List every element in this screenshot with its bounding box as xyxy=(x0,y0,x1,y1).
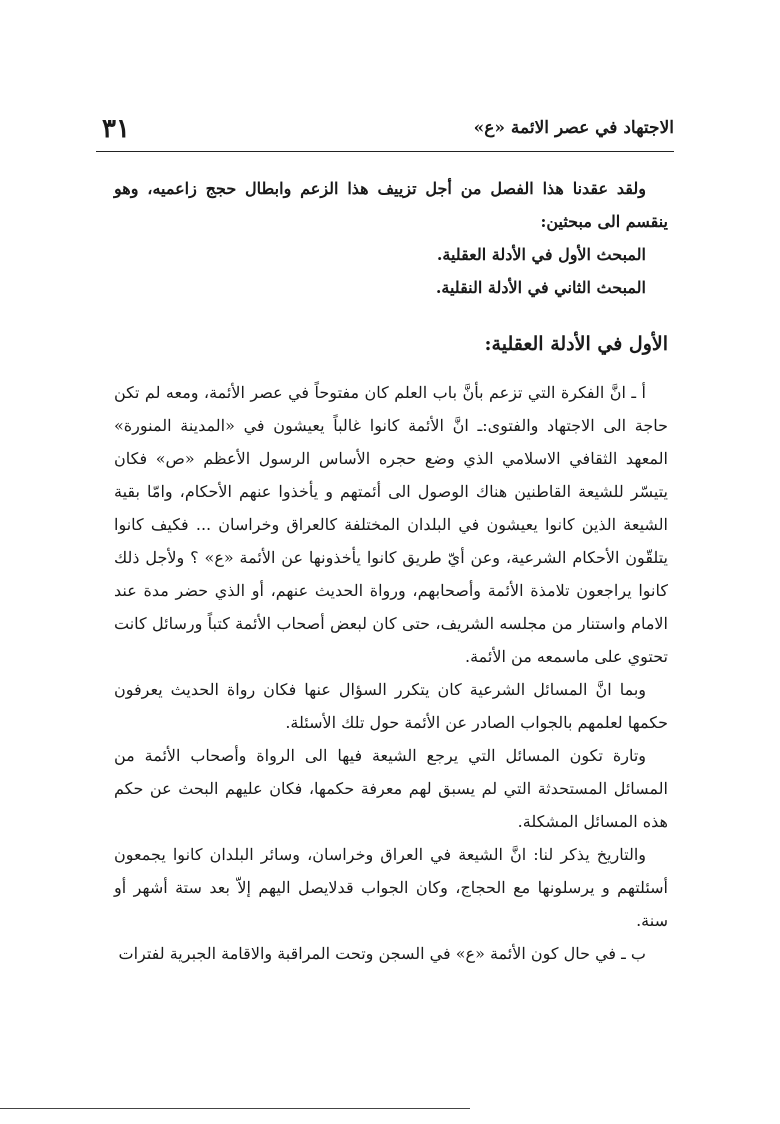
paragraph-a: أ ـ انَّ الفكرة التي تزعم بأنَّ باب العلم كان مفتوحاً في عصر الأئمة، ومعه لم تكن حاجة الى الاجتهاد والفتوى:ـ انَّ الأئمة كانوا غالباً يعيشون في «المدينة المنورة» المعهد الثقافي الاسلامي الذي وضع حجره الأساس الرسول الأعظم «ص» فكان يتيسّر للشيعة القاطنين هناك الوصول الى أئمتهم و يأخذوا عنهم الأحكام، وامّا بقية الشيعة الذين كانوا يعيشون في البلدان المختلفة كالعراق وخراسان ... فكيف كانوا يتلقّون الأحكام الشرعية، وعن أيّ طريق كانوا يأخذونها عن الأئمة «ع» ؟ ولأجل ذلك كانوا يراجعون تلامذة الأئمة وأصحابهم، ورواة الحديث عنهم، أو الذي حضر مدة عند الامام واستنار من مجلسه الشريف، حتى كان لبعض أصحاب الأئمة كتباً ورسائل كانت تحتوي على ماسمعه من الأئمة. xyxy=(114,383,668,666)
running-title: الاجتهاد في عصر الائمة «ع» xyxy=(473,118,674,138)
intro-paragraph: ولقد عقدنا هذا الفصل من أجل تزييف هذا الزعم وابطال حجج زاعميه، وهو ينقسم الى مبحثين: xyxy=(114,179,668,231)
page-number: ٣١ xyxy=(102,114,130,144)
running-header xyxy=(96,112,674,152)
outline-item-1: المبحث الأول في الأدلة العقلية. xyxy=(436,245,646,264)
header-rule xyxy=(96,151,674,152)
bottom-rule xyxy=(0,1108,470,1109)
paragraph-2: وبما انَّ المسائل الشرعية كان يتكرر السؤال عنها فكان رواة الحديث يعرفون حكمها لعلمهم بالجواب الصادر عن الأئمة حول تلك الأسئلة. xyxy=(114,680,668,732)
paragraph-b: ب ـ في حال كون الأئمة «ع» في السجن وتحت المراقبة والاقامة الجبرية لفترات xyxy=(118,944,646,963)
section-heading: الأول في الأدلة العقلية: xyxy=(484,333,668,355)
outline-item-2: المبحث الثاني في الأدلة النقلية. xyxy=(435,278,646,297)
body-text xyxy=(114,172,668,970)
paragraph-3: وتارة تكون المسائل التي يرجع الشيعة فيها الى الرواة وأصحاب الأئمة من المسائل المستحدثة التي لم يسبق لهم معرفة حكمها، فكان عليهم البحث عن حكم هذه المسائل المشكلة. xyxy=(114,746,668,831)
paragraph-4: والتاريخ يذكر لنا: انَّ الشيعة في العراق وخراسان، وسائر البلدان كانوا يجمعون أسئلتهم و يرسلونها مع الحجاج، وكان الجواب قدلايصل اليهم إلاّ بعد ستة أشهر أو سنة. xyxy=(114,845,668,930)
